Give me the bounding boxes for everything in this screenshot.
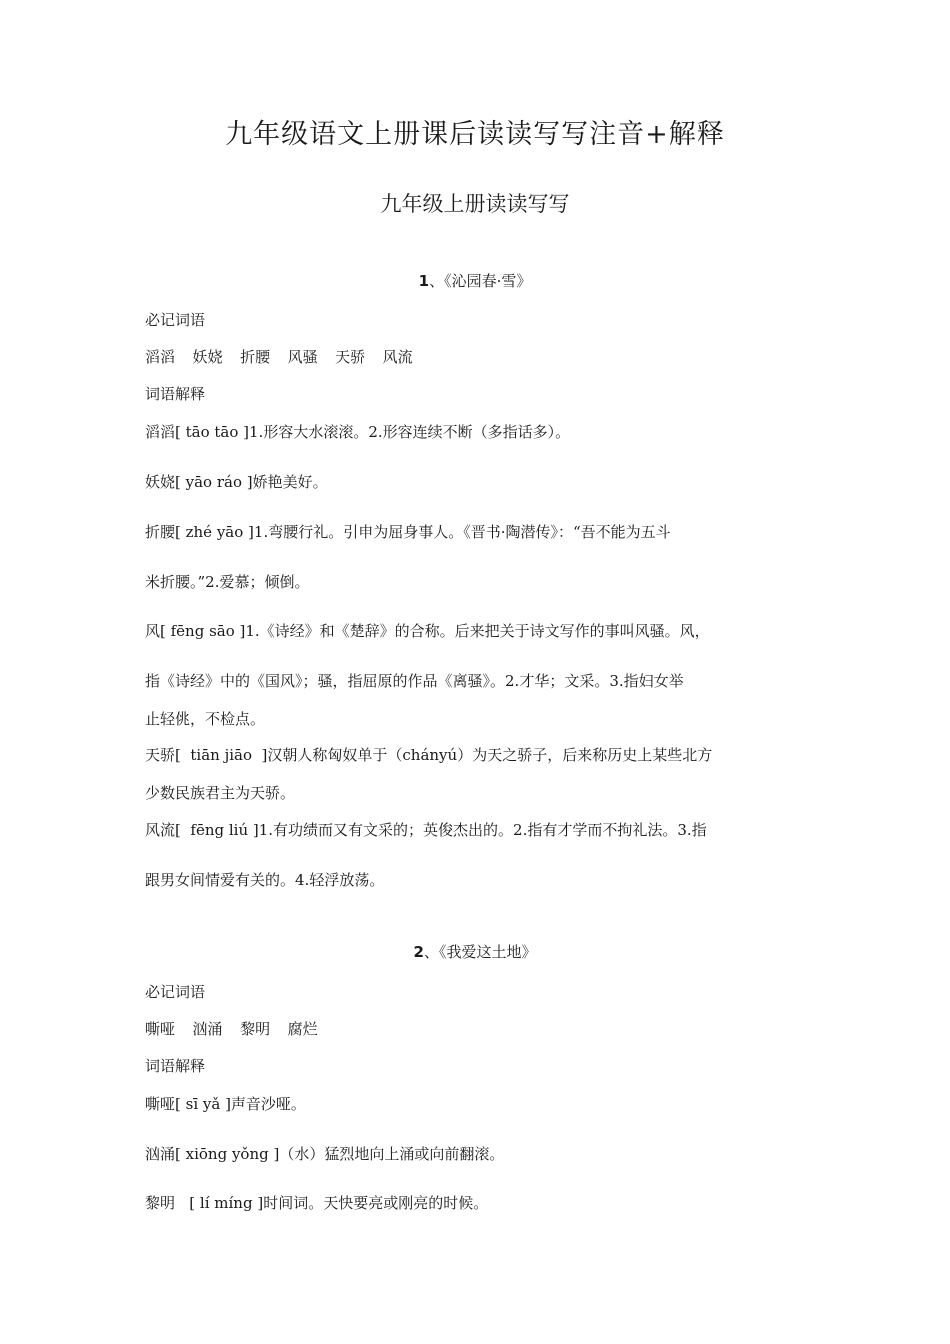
required-words-list: 嘶哑 汹涌 黎明 腐烂 (145, 1020, 318, 1038)
required-words-label: 必记词语 (145, 983, 206, 1001)
entry-liming (145, 1193, 807, 1213)
section-heading (0, 270, 950, 291)
document-subtitle: 九年级上册读读写写 (380, 192, 570, 216)
document-title: 九年级语文上册课后读读写写注音+解释 (225, 119, 725, 150)
entry-line: 少数民族君主为天骄。 (145, 784, 296, 802)
entry-fengliu (145, 820, 807, 890)
entry-line: 嘶哑[ sī yǎ ]声音沙哑。 (145, 1095, 306, 1113)
entry-line: 滔滔[ tāo tāo ]1.形容大水滚滚。2.形容连续不断（多指话多）。 (145, 423, 571, 441)
explanation-label: 词语解释 (145, 1057, 206, 1075)
entry-line: 妖娆[ yāo ráo ]娇艳美好。 (145, 473, 328, 491)
entry-siya (145, 1094, 807, 1114)
entry-line: 跟男女间情爱有关的。4.轻浮放荡。 (145, 871, 385, 889)
required-words-list: 滔滔 妖娆 折腰 风骚 天骄 风流 (145, 348, 413, 366)
explanation-label: 词语解释 (145, 385, 206, 403)
entry-line: 天骄[ tiān jiāo ]汉朝人称匈奴单于（chányú）为天之骄子，后来称历史上某些北方 (145, 746, 713, 764)
entry-line: 汹涌[ xiōng yǒng ]（水）猛烈地向上涌或向前翻滚。 (145, 1145, 505, 1163)
entry-line: 米折腰。”2.爱慕；倾倒。 (145, 573, 310, 591)
entry-zheyao (145, 522, 807, 592)
required-words-label: 必记词语 (145, 311, 206, 329)
entry-line: 止轻佻，不检点。 (145, 710, 266, 728)
entry-line: 风[ fēng sāo ]1.《诗经》和《楚辞》的合称。后来把关于诗文写作的事叫风骚。风， (145, 622, 710, 640)
entry-fengsao (145, 621, 807, 729)
entry-taotao (145, 422, 807, 442)
entry-yaorao (145, 472, 807, 492)
section-number: 2 (413, 943, 424, 961)
section-number: 1 (418, 272, 430, 290)
entry-line: 黎明 [ lí míng ]时间词。天快要亮或刚亮的时候。 (145, 1194, 489, 1212)
entry-line: 指《诗经》中的《国风》；骚，指屈原的作品《离骚》。2.才华；文采。3.指妇女举 (145, 672, 684, 690)
entry-xiongyong (145, 1144, 807, 1164)
entry-line: 折腰[ zhé yāo ]1.弯腰行礼。引申为屈身事人。《晋书·陶潜传》：“吾不能为五斗 (145, 523, 671, 541)
entry-line: 风流[ fēng liú ]1.有功绩而又有文采的；英俊杰出的。2.指有才学而不拘礼法。3.指 (145, 821, 707, 839)
section-title: 、《沁园春·雪》 (429, 272, 532, 290)
section-title: 、《我爱这土地》 (423, 943, 537, 961)
section-heading (0, 941, 950, 962)
entry-tianjiao (145, 745, 807, 803)
